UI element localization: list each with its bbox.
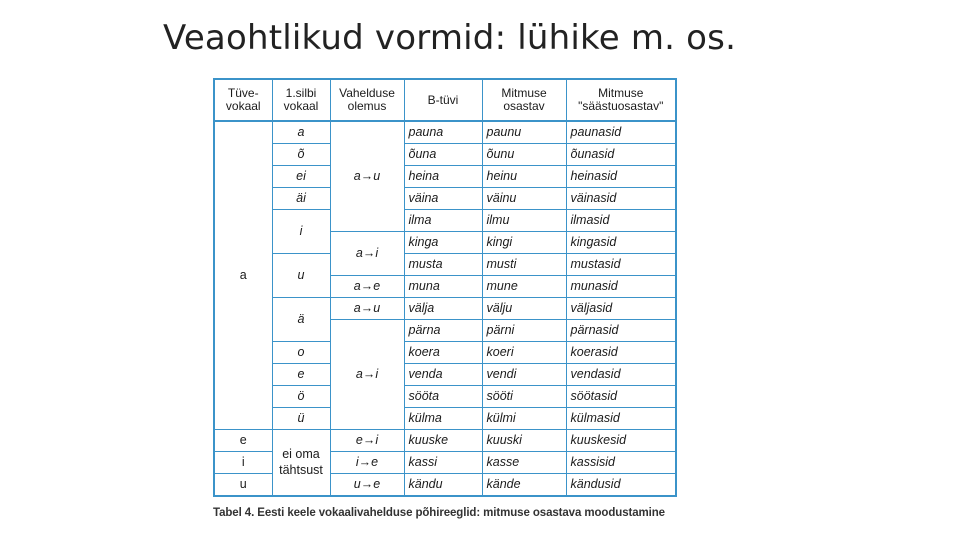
plural-partitive-cell: kände [482, 474, 566, 497]
alternation-cell: a→u [330, 121, 404, 232]
plural-partitive-cell: heinu [482, 166, 566, 188]
table-row [214, 298, 676, 320]
plural-partitive-cell: pärni [482, 320, 566, 342]
b-stem-cell: kändu [404, 474, 482, 497]
first-vowel-irrelevant [272, 430, 330, 497]
short-partitive-cell: heinasid [566, 166, 676, 188]
b-stem-cell: kinga [404, 232, 482, 254]
first-vowel-cell: o [272, 342, 330, 364]
header-first-syllable-vowel: 1.silbi vokaal [272, 79, 330, 121]
plural-partitive-cell: külmi [482, 408, 566, 430]
first-vowel-cell: ä [272, 298, 330, 342]
short-partitive-cell: söötasid [566, 386, 676, 408]
header-b-stem: B-tüvi [404, 79, 482, 121]
first-vowel-irrelevant-text: ei oma tähtsust [279, 446, 323, 477]
alternation-cell: e→i [330, 430, 404, 452]
short-partitive-cell: vendasid [566, 364, 676, 386]
alternation-cell: a→i [330, 320, 404, 430]
table-row [214, 342, 676, 364]
b-stem-cell: kuuske [404, 430, 482, 452]
short-partitive-cell: mustasid [566, 254, 676, 276]
table-caption: Tabel 4. Eesti keele vokaalivahelduse põhireeglid: mitmuse osastava moodustamine [213, 507, 665, 519]
plural-partitive-cell: kasse [482, 452, 566, 474]
alternation-cell: a→u [330, 298, 404, 320]
slide-title: Veaohtlikud vormid: lühike m. os. [163, 18, 737, 58]
first-vowel-cell: ei [272, 166, 330, 188]
first-vowel-cell: ü [272, 408, 330, 430]
table-row [214, 254, 676, 276]
vowel-alternation-table [213, 78, 677, 497]
alternation-cell: a→i [330, 232, 404, 276]
b-stem-cell: välja [404, 298, 482, 320]
alternation-cell: a→e [330, 276, 404, 298]
short-partitive-cell: munasid [566, 276, 676, 298]
b-stem-cell: sööta [404, 386, 482, 408]
short-partitive-cell: koerasid [566, 342, 676, 364]
table-row [214, 364, 676, 386]
stem-vowel-e: e [214, 430, 272, 452]
b-stem-cell: külma [404, 408, 482, 430]
header-plural-partitive: Mitmuse osastav [482, 79, 566, 121]
short-partitive-cell: pärnasid [566, 320, 676, 342]
b-stem-cell: kassi [404, 452, 482, 474]
b-stem-cell: heina [404, 166, 482, 188]
plural-partitive-cell: sööti [482, 386, 566, 408]
plural-partitive-cell: koeri [482, 342, 566, 364]
short-partitive-cell: väljasid [566, 298, 676, 320]
table-row [214, 408, 676, 430]
plural-partitive-cell: välju [482, 298, 566, 320]
first-vowel-cell: ö [272, 386, 330, 408]
plural-partitive-cell: ilmu [482, 210, 566, 232]
plural-partitive-cell: väinu [482, 188, 566, 210]
plural-partitive-cell: kingi [482, 232, 566, 254]
plural-partitive-cell: musti [482, 254, 566, 276]
short-partitive-cell: kuuskesid [566, 430, 676, 452]
plural-partitive-cell: paunu [482, 121, 566, 144]
stem-vowel-a: a [214, 121, 272, 430]
short-partitive-cell: ilmasid [566, 210, 676, 232]
first-vowel-cell: äi [272, 188, 330, 210]
table-row [214, 210, 676, 232]
b-stem-cell: musta [404, 254, 482, 276]
alternation-cell: i→e [330, 452, 404, 474]
short-partitive-cell: kingasid [566, 232, 676, 254]
table-row [214, 144, 676, 166]
first-vowel-cell: a [272, 121, 330, 144]
header-alternation: Vahelduse olemus [330, 79, 404, 121]
header-row [214, 79, 676, 121]
table-row [214, 166, 676, 188]
plural-partitive-cell: kuuski [482, 430, 566, 452]
header-short-plural-partitive: Mitmuse "säästuosastav" [566, 79, 676, 121]
first-vowel-cell: u [272, 254, 330, 298]
table-row [214, 121, 676, 144]
table-row [214, 386, 676, 408]
b-stem-cell: muna [404, 276, 482, 298]
first-vowel-cell: õ [272, 144, 330, 166]
b-stem-cell: koera [404, 342, 482, 364]
stem-vowel-u: u [214, 474, 272, 497]
short-partitive-cell: väinasid [566, 188, 676, 210]
plural-partitive-cell: mune [482, 276, 566, 298]
table-row [214, 430, 676, 452]
b-stem-cell: pärna [404, 320, 482, 342]
table-row [214, 188, 676, 210]
b-stem-cell: õuna [404, 144, 482, 166]
first-vowel-cell: i [272, 210, 330, 254]
short-partitive-cell: kassisid [566, 452, 676, 474]
vowel-alternation-figure [213, 78, 675, 519]
plural-partitive-cell: õunu [482, 144, 566, 166]
alternation-cell: u→e [330, 474, 404, 497]
short-partitive-cell: õunasid [566, 144, 676, 166]
b-stem-cell: väina [404, 188, 482, 210]
short-partitive-cell: paunasid [566, 121, 676, 144]
plural-partitive-cell: vendi [482, 364, 566, 386]
short-partitive-cell: külmasid [566, 408, 676, 430]
header-stem-vowel: Tüve- vokaal [214, 79, 272, 121]
stem-vowel-i: i [214, 452, 272, 474]
b-stem-cell: pauna [404, 121, 482, 144]
short-partitive-cell: kändusid [566, 474, 676, 497]
b-stem-cell: ilma [404, 210, 482, 232]
first-vowel-cell: e [272, 364, 330, 386]
b-stem-cell: venda [404, 364, 482, 386]
